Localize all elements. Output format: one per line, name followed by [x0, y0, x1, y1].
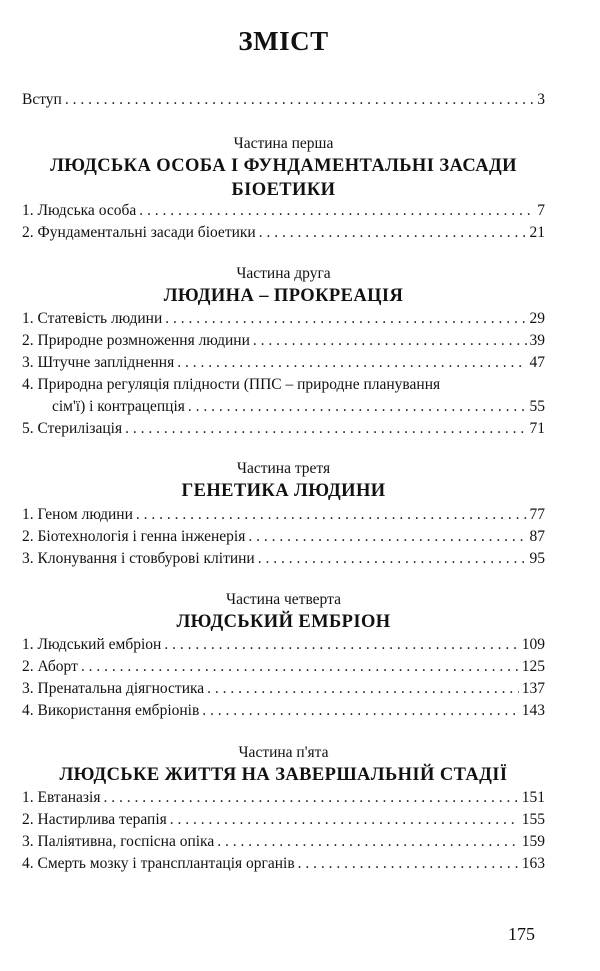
- toc-entry-label: 1. Геном людини: [22, 506, 133, 523]
- toc-entry-label: 3. Клонування і стовбурові клітини: [22, 550, 255, 567]
- toc-entry[interactable]: [22, 548, 545, 570]
- part-title-4: ЛЮДСЬКИЙ ЕМБРІОН: [176, 612, 391, 632]
- dot-leader: [258, 548, 527, 570]
- toc-entry-label: 2. Аборт: [22, 658, 78, 675]
- toc-entry[interactable]: [22, 200, 545, 222]
- toc-entry-page: 39: [529, 332, 545, 349]
- dot-leader: [81, 656, 519, 678]
- toc-entry-label: 2. Настирлива терапія: [22, 811, 167, 828]
- toc-entry-label[interactable]: 4. Природна регуляція плідности (ППС – природне планування: [22, 376, 441, 393]
- toc-entry[interactable]: [22, 330, 545, 352]
- toc-entry-label: 1. Статевість людини: [22, 310, 163, 327]
- toc-entry[interactable]: [22, 352, 545, 374]
- toc-entry-page: 109: [521, 636, 545, 653]
- dot-leader: [164, 634, 518, 656]
- dot-leader: [170, 809, 519, 831]
- toc-entry-label: 2. Біотехнологія і генна інженерія: [22, 528, 246, 545]
- toc-entry-label: 1. Евтаназія: [22, 789, 101, 806]
- part-label-1: Частина перша: [233, 135, 334, 152]
- dot-leader: [177, 352, 526, 374]
- part-title-1-line-1: ЛЮДСЬКА ОСОБА І ФУНДАМЕНТАЛЬНІ ЗАСАДИ: [50, 156, 517, 176]
- toc-entry[interactable]: [22, 222, 545, 244]
- toc-entry-label: Вступ: [22, 91, 62, 108]
- toc-entry-page: 3: [537, 91, 545, 108]
- page-number: 175: [508, 924, 535, 944]
- toc-entry-label: 3. Штучне запліднення: [22, 354, 175, 371]
- dot-leader: [103, 787, 518, 809]
- toc-entry[interactable]: [22, 831, 545, 853]
- part-label-2: Частина друга: [236, 265, 331, 282]
- toc-entry-page: 95: [529, 550, 545, 567]
- toc-entry-page: 55: [529, 398, 545, 415]
- dot-leader: [165, 308, 526, 330]
- toc-entry-page: 163: [521, 855, 545, 872]
- toc-entry[interactable]: [22, 504, 545, 526]
- toc-entry[interactable]: [22, 396, 545, 418]
- toc-entry[interactable]: [22, 809, 545, 831]
- toc-entry-label: 1. Людський ембріон: [22, 636, 162, 653]
- toc-entry-label: 2. Природне розмноження людини: [22, 332, 250, 349]
- dot-leader: [253, 330, 527, 352]
- toc-entry-page: 77: [529, 506, 545, 523]
- toc-entry-page: 143: [521, 702, 545, 719]
- dot-leader: [298, 853, 519, 875]
- dot-leader: [217, 831, 519, 853]
- dot-leader: [139, 200, 534, 222]
- toc-entry-label: 4. Смерть мозку і трансплантація органів: [22, 855, 295, 872]
- part-label-3: Частина третя: [236, 460, 331, 477]
- dot-leader: [259, 222, 527, 244]
- toc-entry[interactable]: [22, 526, 545, 548]
- toc-entry-page: 7: [537, 202, 545, 219]
- toc-entry[interactable]: [22, 634, 545, 656]
- toc-page: [22, 0, 545, 971]
- toc-entry-page: 137: [521, 680, 545, 697]
- part-title-5: ЛЮДСЬКЕ ЖИТТЯ НА ЗАВЕРШАЛЬНІЙ СТАДІЇ: [59, 765, 508, 785]
- toc-entry-label: 3. Паліятивна, госпісна опіка: [22, 833, 215, 850]
- toc-entry[interactable]: [22, 787, 545, 809]
- toc-entry[interactable]: [22, 418, 545, 440]
- dot-leader: [65, 89, 534, 111]
- dot-leader: [207, 678, 519, 700]
- dot-leader: [125, 418, 526, 440]
- dot-leader: [136, 504, 527, 526]
- toc-entry[interactable]: [22, 853, 545, 875]
- toc-entry-page: 71: [529, 420, 545, 437]
- dot-leader: [202, 700, 518, 722]
- toc-entry[interactable]: [22, 308, 545, 330]
- toc-entry-page: 21: [529, 224, 545, 241]
- toc-entry-label: 3. Пренатальна діягностика: [22, 680, 205, 697]
- toc-entry-page: 125: [521, 658, 545, 675]
- toc-entry[interactable]: [22, 656, 545, 678]
- toc-entry-label: 4. Використання ембріонів: [22, 702, 200, 719]
- toc-entry-page: 47: [529, 354, 545, 371]
- toc-entry-page: 155: [521, 811, 545, 828]
- toc-entry-page: 87: [529, 528, 545, 545]
- toc-entry-intro[interactable]: [22, 89, 545, 111]
- toc-entry[interactable]: [22, 700, 545, 722]
- toc-entry-label: 1. Людська особа: [22, 202, 137, 219]
- toc-entry-page: 151: [521, 789, 545, 806]
- part-label-4: Частина четверта: [226, 591, 341, 608]
- toc-entry[interactable]: [22, 678, 545, 700]
- page-title: ЗМІСТ: [238, 26, 329, 56]
- toc-entry-label-continued: сім'ї) і контрацепція: [52, 398, 185, 415]
- dot-leader: [248, 526, 526, 548]
- toc-entry-label: 5. Стерилізація: [22, 420, 123, 437]
- part-label-5: Частина п'ята: [238, 744, 329, 761]
- dot-leader: [188, 396, 527, 418]
- part-title-1-line-2: БІОЕТИКИ: [231, 180, 336, 200]
- part-title-3: ГЕНЕТИКА ЛЮДИНИ: [181, 481, 386, 501]
- part-title-2: ЛЮДИНА – ПРОКРЕАЦІЯ: [163, 286, 404, 306]
- toc-entry-page: 159: [521, 833, 545, 850]
- toc-entry-page: 29: [529, 310, 545, 327]
- toc-entry-label: 2. Фундаментальні засади біоетики: [22, 224, 256, 241]
